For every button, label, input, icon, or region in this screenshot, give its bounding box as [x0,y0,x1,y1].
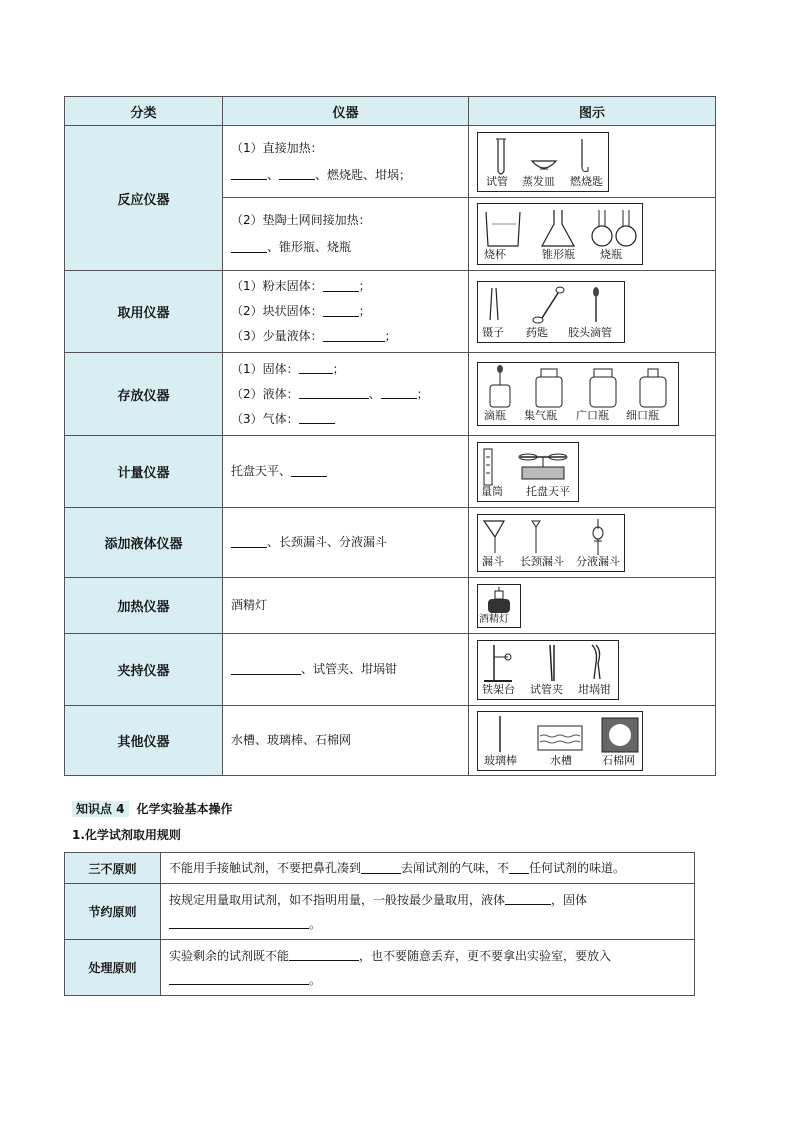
illustration-box: 滴瓶 集气瓶 广口瓶 细口瓶 [477,362,679,426]
instrument-cell: 、试管夹、坩埚钳 [223,634,469,706]
illustration-cell [469,353,716,436]
illustration-cell [469,271,716,353]
category-cell: 取用仪器 [65,271,223,353]
answer-blank[interactable] [231,661,301,675]
illustration-box: 玻璃棒 水槽 石棉网 [477,711,643,771]
table-row [65,853,695,884]
table-row [65,634,716,706]
section-title: 1.化学试剂取用规则 [72,828,181,842]
category-cell: 三不原则 [65,853,161,884]
table-row [65,271,716,353]
table-row [65,436,716,508]
category-cell: 处理原则 [65,940,161,996]
illustration-box: 铁架台 试管夹 坩埚钳 [477,640,619,700]
answer-blank[interactable] [509,860,529,874]
answer-blank[interactable] [505,891,551,905]
answer-blank[interactable] [169,971,309,985]
answer-blank[interactable] [299,410,335,424]
answer-blank[interactable] [323,303,359,317]
rule-text-cell: 按规定用量取用试剂，如不指明用量，一般按最少量取用，液体 ，固体 。 [161,884,695,940]
answer-blank[interactable] [361,860,401,874]
table-row [65,578,716,634]
answer-blank[interactable] [289,947,359,961]
header-category: 分类 [65,97,223,126]
category-cell: 存放仪器 [65,353,223,436]
table-row [65,706,716,776]
illustration-cell [469,706,716,776]
category-cell: 反应仪器 [65,126,223,271]
rule-text-cell: 实验剩余的试剂既不能 ，也不要随意丢弃，更不要拿出实验室，要放入 。 [161,940,695,996]
category-cell: 其他仪器 [65,706,223,776]
illustration-cell [469,508,716,578]
instrument-cell: （1）固体： ； （2）液体： 、 ； （3）气体： [223,353,469,436]
illustration-box: 漏斗 长颈漏斗 分液漏斗 [477,514,625,572]
answer-blank[interactable] [299,385,369,399]
illustration-box: 酒精灯 [477,584,521,628]
instrument-cell: 水槽、玻璃棒、石棉网 [223,706,469,776]
illustration-box: 量筒 托盘天平 [477,442,579,502]
table-row [65,353,716,436]
header-illustration: 图示 [469,97,716,126]
table-row [65,940,695,996]
answer-blank[interactable] [231,239,267,253]
answer-blank[interactable] [323,328,385,342]
answer-blank[interactable] [169,915,309,929]
category-cell: 加热仪器 [65,578,223,634]
rule-text-cell: 不能用手接触试剂，不要把鼻孔凑到 去闻试剂的气味，不 任何试剂的味道。 [161,853,695,884]
illustration-cell [469,436,716,508]
category-cell: 夹持仪器 [65,634,223,706]
instrument-cell: （1）直接加热： 、 、燃烧匙、坩埚； [223,126,469,198]
instrument-cell: （1）粉末固体： ； （2）块状固体： ； （3）少量液体： ； [223,271,469,353]
header-instrument: 仪器 [223,97,469,126]
instrument-cell: 托盘天平、 [223,436,469,508]
category-cell: 添加液体仪器 [65,508,223,578]
illustration-box: 试管 蒸发皿 燃烧匙 [477,132,609,192]
table-row [65,884,695,940]
illustration-cell [469,578,716,634]
table-row [65,126,716,198]
knowledge-point-badge: 知识点 4 [72,801,129,817]
illustration-cell [469,634,716,706]
knowledge-point-heading [72,800,233,817]
answer-blank[interactable] [381,385,417,399]
category-cell: 计量仪器 [65,436,223,508]
answer-blank[interactable] [279,166,315,180]
illustration-box: 镊子 药匙 胶头滴管 [477,281,625,343]
category-cell: 节约原则 [65,884,161,940]
answer-blank[interactable] [323,278,359,292]
table-row [65,508,716,578]
table-header-row [65,97,716,126]
reagent-rules-table [64,852,695,996]
illustration-cell [469,126,716,198]
answer-blank[interactable] [231,534,267,548]
instrument-cell: （2）垫陶土网间接加热： 、锥形瓶、烧瓶 [223,198,469,271]
instrument-cell: 、长颈漏斗、分液漏斗 [223,508,469,578]
illustration-cell [469,198,716,271]
answer-blank[interactable] [291,463,327,477]
instrument-table [64,96,716,776]
illustration-box: 烧杯 锥形瓶 烧瓶 [477,203,643,265]
answer-blank[interactable] [231,166,267,180]
knowledge-point-title: 化学实验基本操作 [136,802,233,816]
answer-blank[interactable] [299,360,333,374]
instrument-cell: 酒精灯 [223,578,469,634]
